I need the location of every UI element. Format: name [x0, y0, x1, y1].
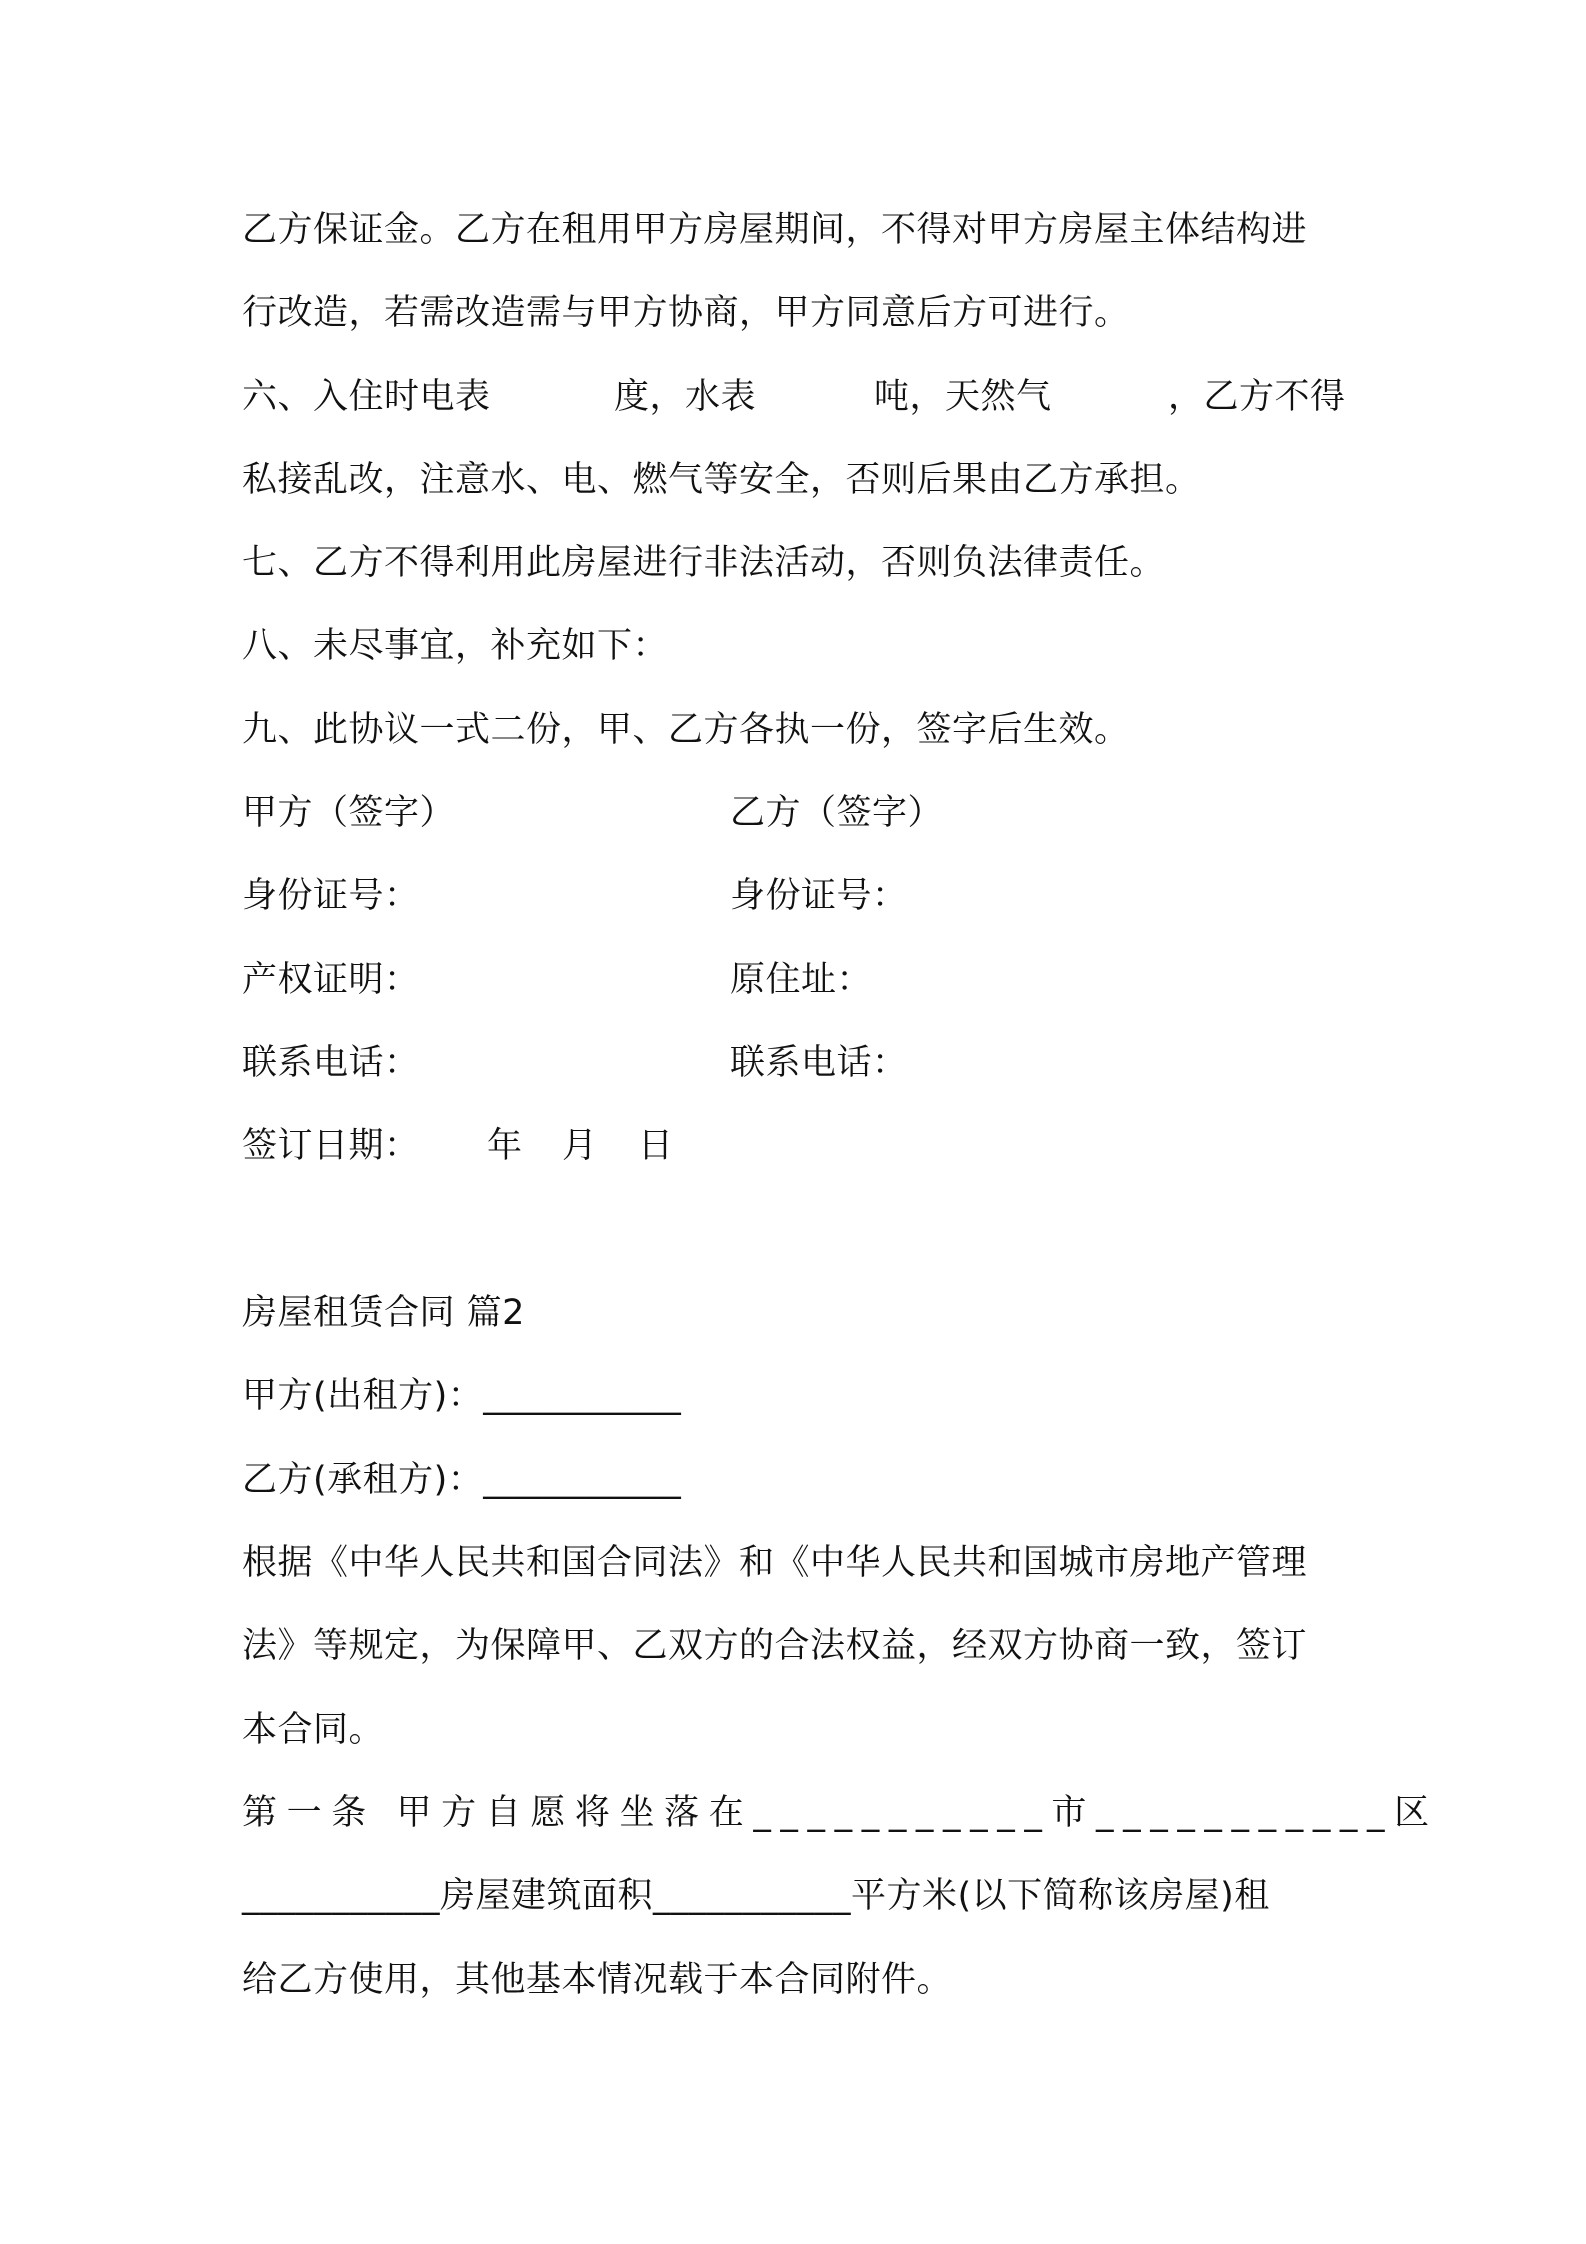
party-a-phone-label: 联系电话： — [242, 1043, 420, 1083]
clause-six-part: 度，水表 — [614, 377, 757, 417]
party-a-property-label: 产权证明： — [242, 960, 420, 1000]
party-b-phone-label: 联系电话： — [730, 1043, 908, 1083]
clause-eight: 八、未尽事宜，补充如下： — [242, 626, 669, 666]
paragraph-line: 私接乱改，注意水、电、燃气等安全，否则后果由乙方承担。 — [242, 460, 1201, 500]
clause-nine: 九、此协议一式二份，甲、乙方各执一份，签字后生效。 — [242, 710, 1130, 750]
party-b-id-label: 身份证号： — [730, 876, 908, 916]
party-a-id-label: 身份证号： — [242, 876, 420, 916]
date-label: 签订日期： — [242, 1126, 420, 1166]
party-a-lessor: 甲方(出租方)：___________ — [242, 1376, 682, 1416]
paragraph-line: 乙方保证金。乙方在租用甲方房屋期间，不得对甲方房屋主体结构进 — [242, 210, 1308, 250]
paragraph-line: 法》等规定，为保障甲、乙双方的合法权益，经双方协商一致，签订 — [242, 1626, 1308, 1666]
party-b-address-label: 原住址： — [730, 960, 873, 1000]
clause-seven: 七、乙方不得利用此房屋进行非法活动，否则负法律责任。 — [242, 543, 1166, 583]
contract2-title: 房屋租赁合同 篇2 — [242, 1293, 525, 1333]
date-year: 年 — [487, 1126, 523, 1166]
paragraph-line: 本合同。 — [242, 1710, 385, 1750]
party-a-sign-label: 甲方（签字） — [242, 793, 456, 833]
clause-six-part: ，乙方不得 — [1168, 377, 1346, 417]
party-b-lessee: 乙方(承租方)：___________ — [242, 1460, 682, 1500]
party-b-sign-label: 乙方（签字） — [730, 793, 944, 833]
date-day: 日 — [638, 1126, 674, 1166]
clause-six-part: 吨，天然气 — [874, 377, 1052, 417]
article-one-line: 第一条 甲方自愿将坐落在___________市___________区 — [242, 1793, 1439, 1833]
article-one-line: ___________房屋建筑面积___________平方米(以下简称该房屋)租 — [242, 1876, 1270, 1916]
paragraph-line: 行改造，若需改造需与甲方协商，甲方同意后方可进行。 — [242, 293, 1130, 333]
date-month: 月 — [562, 1126, 598, 1166]
article-one-line: 给乙方使用，其他基本情况载于本合同附件。 — [242, 1960, 953, 2000]
paragraph-line: 根据《中华人民共和国合同法》和《中华人民共和国城市房地产管理 — [242, 1543, 1308, 1583]
clause-six-part: 六、入住时电表 — [242, 377, 491, 417]
